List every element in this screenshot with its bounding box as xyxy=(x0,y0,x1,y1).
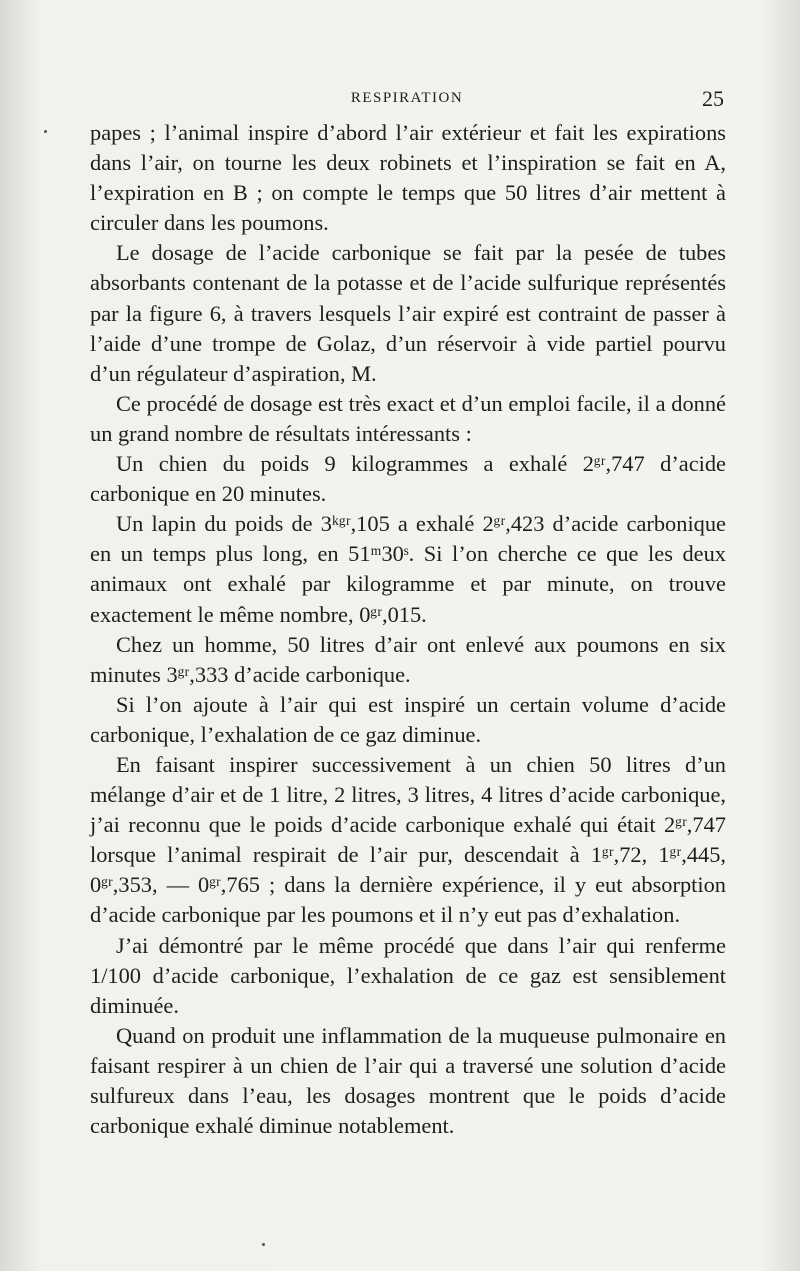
paragraph: Si l’on ajoute à l’air qui est inspiré un certain volume d’acide carbonique, l’exhalation de ce gaz diminue. xyxy=(90,691,726,747)
paragraph: Ce procédé de dosage est très exact et d’un emploi facile, il a donné un grand nombre de résultats intéressants : xyxy=(90,390,726,446)
paragraph: Un lapin du poids de 3ᵏᵍʳ,105 a exhalé 2ᵍʳ,423 d’acide carbonique en un temps plus long, en 51ᵐ30ˢ. Si l’on cherche ce que les deux animaux ont exhalé par kilogramme et par minute, on trouve exactement le même nombre, 0ᵍʳ,015. xyxy=(90,511,726,627)
paragraph: En faisant inspirer successivement à un chien 50 litres d’un mélange d’air et de 1 litre, 2 litres, 3 litres, 4 litres d’acide carbonique, j’ai reconnu que le poids d’acide carbonique exhalé qui était 2ᵍʳ,747 lorsque l’animal respirait de l’air pur, descendait à 1ᵍʳ,72, 1ᵍʳ,445, 0ᵍʳ,353, — 0ᵍʳ,765 ; dans la dernière expérience, il y eut absorption d’acide carbonique par les poumons et il n’y eut pas d’exhalation. xyxy=(90,751,726,928)
paragraph: J’ai démontré par le même procédé que dans l’air qui renferme 1/100 d’acide carbonique, l’exhalation de ce gaz est sensiblement diminuée. xyxy=(90,932,726,1018)
paragraph: Le dosage de l’acide carbonique se fait par la pesée de tubes absorbants contenant de la potasse et de l’acide sulfurique représentés par la figure 6, à travers lesquels l’air expiré est contraint de passer à l’aide d’une trompe de Golaz, d’un réservoir à vide partiel pourvu d’un régulateur d’aspiration, M. xyxy=(90,240,726,386)
ink-speck xyxy=(262,1243,265,1246)
body-text xyxy=(90,118,726,1141)
paragraph: papes ; l’animal inspire d’abord l’air extérieur et fait les expirations dans l’air, on tourne les deux robinets et l’inspiration se fait en A, l’expiration en B ; on compte le temps que 50 litres d’air mettent à circuler dans les poumons. xyxy=(90,120,726,236)
page-number: 25 xyxy=(702,86,724,111)
paragraph: Chez un homme, 50 litres d’air ont enlevé aux poumons en six minutes 3ᵍʳ,333 d’acide carbonique. xyxy=(90,631,726,687)
paragraph: Un chien du poids 9 kilogrammes a exhalé 2ᵍʳ,747 d’acide carbonique en 20 minutes. xyxy=(90,451,726,507)
ink-speck xyxy=(44,130,47,133)
running-title: RESPIRATION xyxy=(350,90,464,106)
paragraph: Quand on produit une inflammation de la muqueuse pulmonaire en faisant respirer à un chien de l’air qui a traversé une solution d’acide sulfureux dans l’eau, les dosages montrent que le poids d’acide carbonique exhalé diminue notablement. xyxy=(90,1022,726,1139)
page-header xyxy=(90,86,724,114)
